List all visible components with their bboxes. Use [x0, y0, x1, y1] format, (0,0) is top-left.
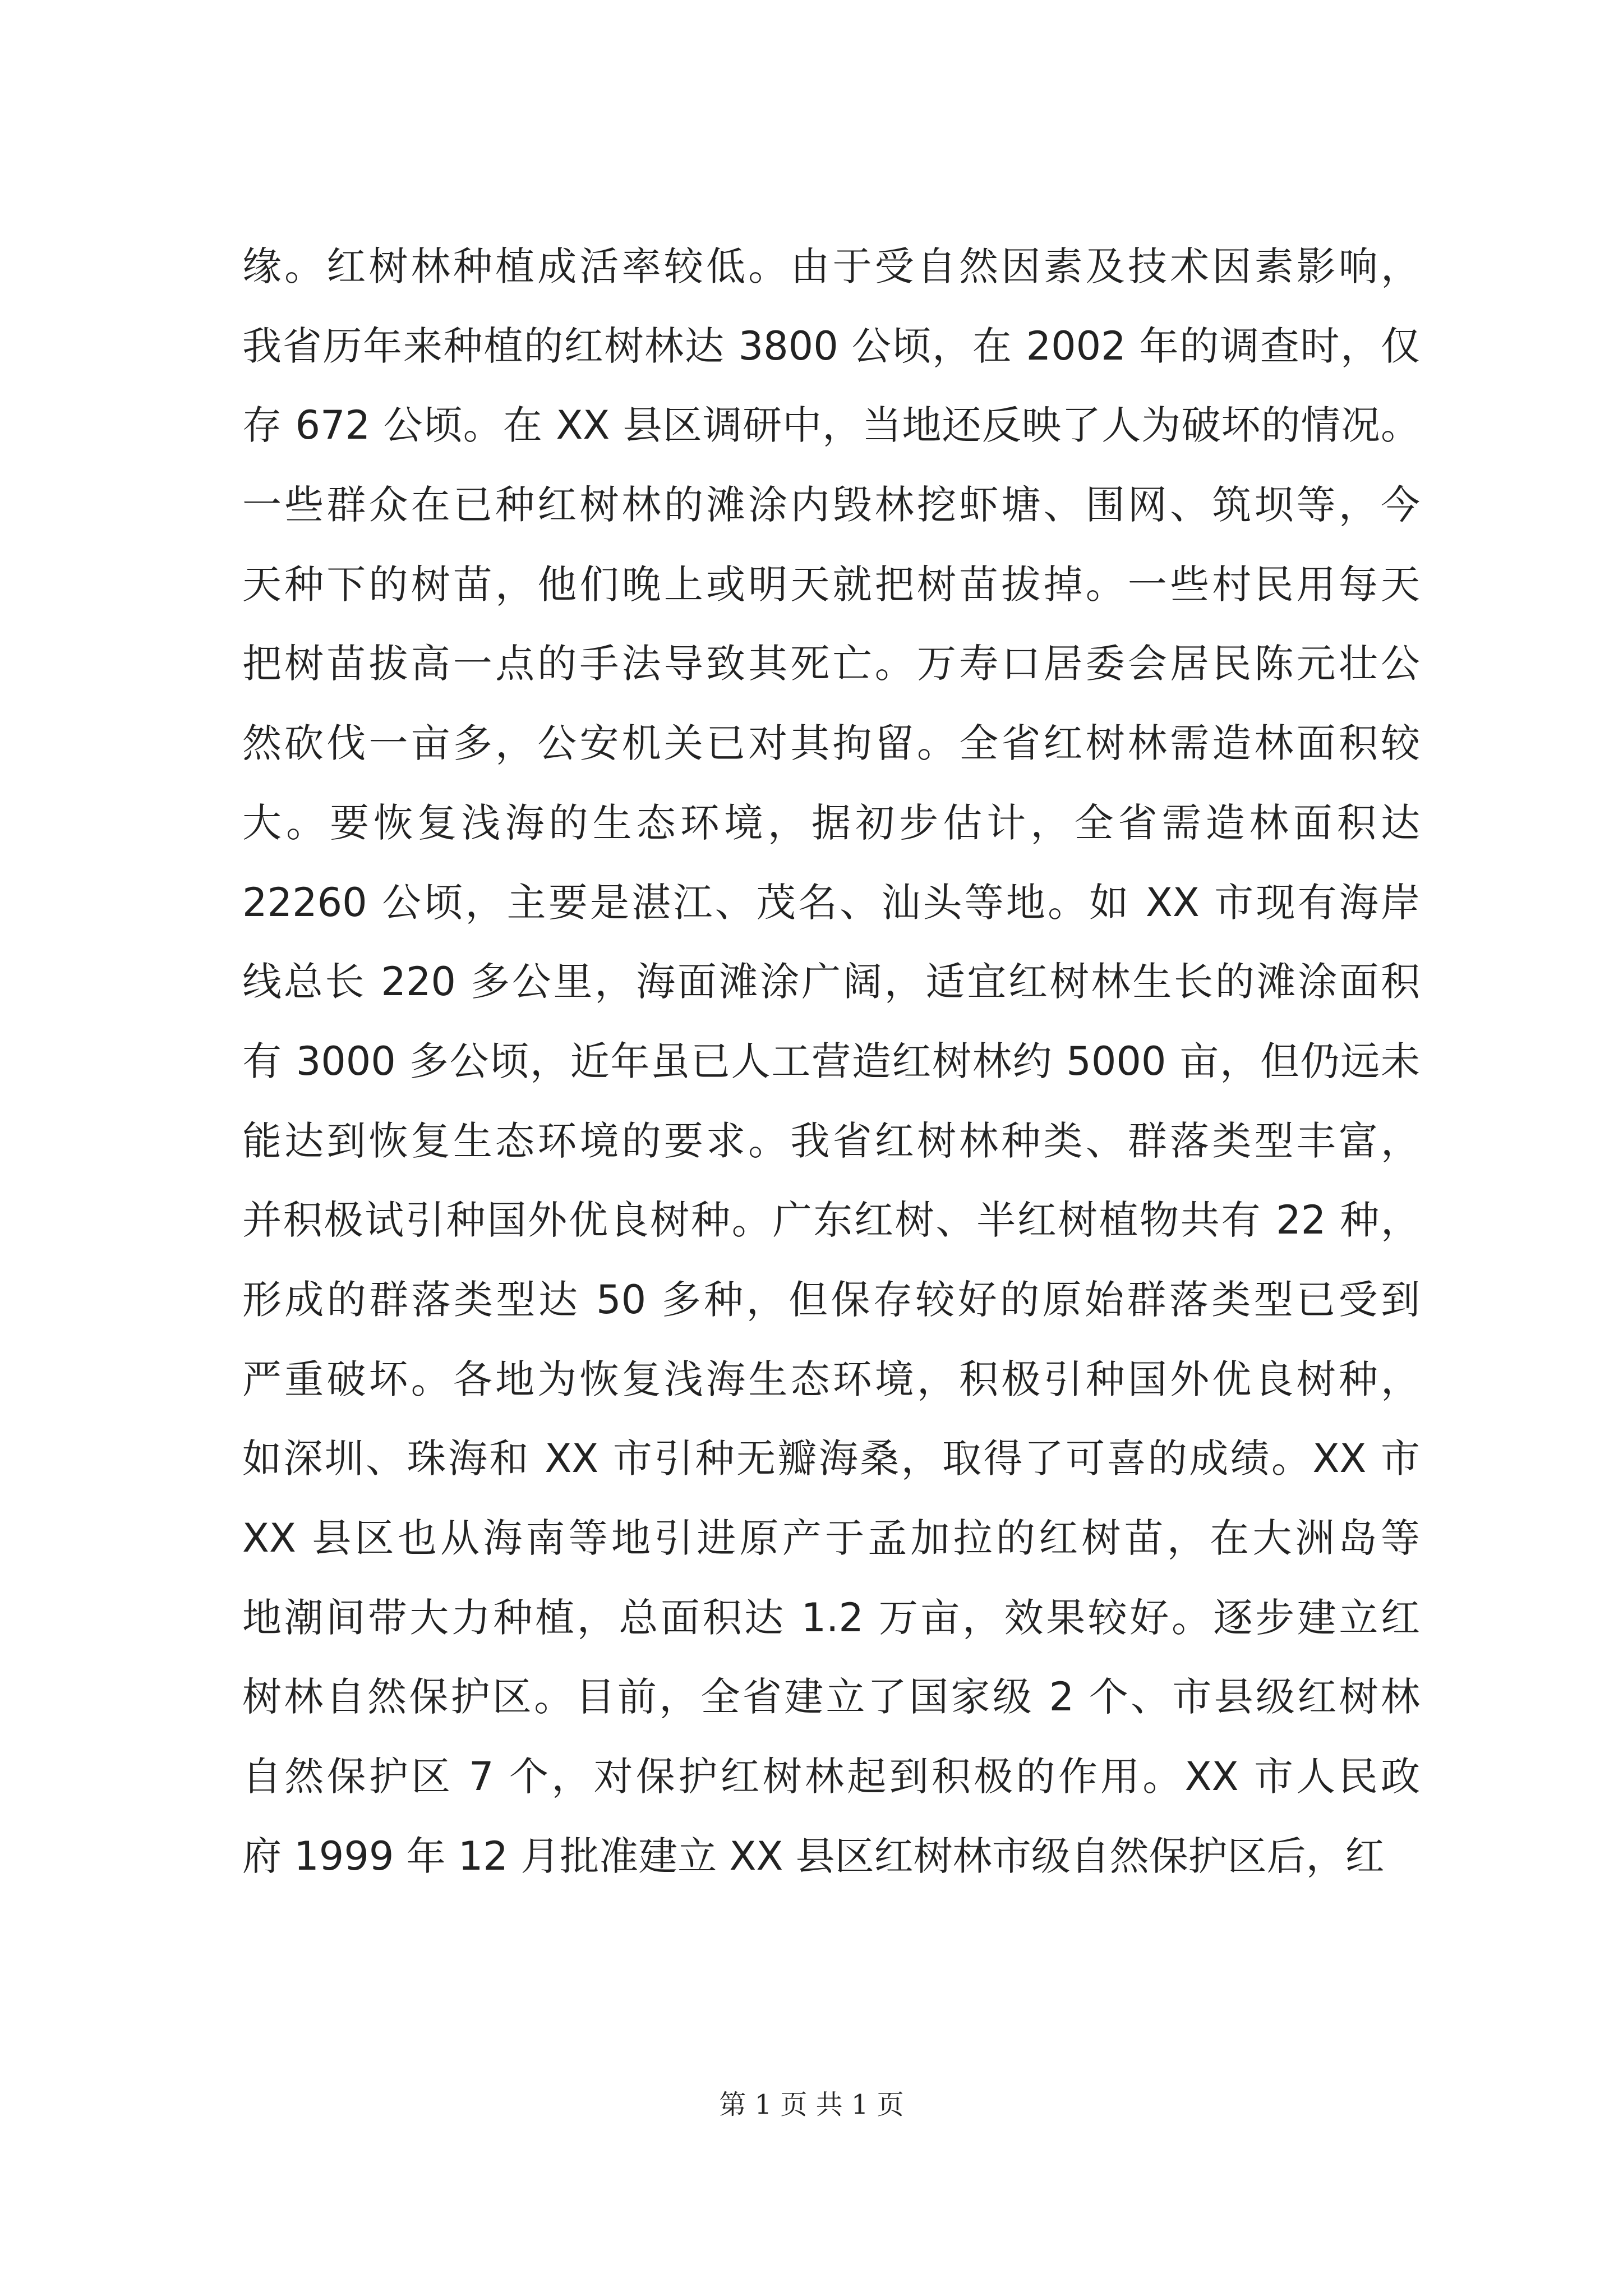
- text-line: 能达到恢复生态环境的要求。我省红树林种类、群落类型丰富，: [242, 1117, 1420, 1164]
- text-line: 把树苗拔高一点的手法导致其死亡。万寿口居委会居民陈元壮公: [242, 641, 1420, 687]
- page-number-footer: 第 1 页 共 1 页: [719, 2089, 904, 2120]
- text-line: 线总长 220 多公里，海面滩涂广阔，适宜红树林生长的滩涂面积: [242, 959, 1420, 1005]
- text-line: 天种下的树苗，他们晚上或明天就把树苗拔掉。一些村民用每天: [242, 561, 1420, 608]
- text-line: 一些群众在已种红树林的滩涂内毁林挖虾塘、围网、筑坝等，今: [242, 482, 1420, 528]
- text-line: 树林自然保护区。目前，全省建立了国家级 2 个、市县级红树林: [242, 1674, 1420, 1720]
- text-line: 地潮间带大力种植，总面积达 1.2 万亩，效果较好。逐步建立红: [242, 1594, 1420, 1641]
- text-line: 存 672 公顷。在 XX 县区调研中，当地还反映了人为破坏的情况。: [242, 402, 1420, 449]
- text-line: 严重破坏。各地为恢复浅海生态环境，积极引种国外优良树种，: [242, 1356, 1420, 1402]
- text-line: 缘。红树林种植成活率较低。由于受自然因素及技术因素影响，: [242, 243, 1420, 289]
- text-line: XX 县区也从海南等地引进原产于孟加拉的红树苗，在大洲岛等: [242, 1515, 1420, 1561]
- text-line: 我省历年来种植的红树林达 3800 公顷，在 2002 年的调查时，仅: [242, 323, 1420, 369]
- text-line: 22260 公顷，主要是湛江、茂名、汕头等地。如 XX 市现有海岸: [242, 879, 1420, 926]
- text-line: 然砍伐一亩多，公安机关已对其拘留。全省红树林需造林面积较: [242, 720, 1420, 767]
- text-line: 自然保护区 7 个，对保护红树林起到积极的作用。XX 市人民政: [242, 1754, 1420, 1800]
- text-line: 有 3000 多公顷，近年虽已人工营造红树林约 5000 亩，但仍远未: [242, 1038, 1420, 1084]
- text-line: 大。要恢复浅海的生态环境，据初步估计，全省需造林面积达: [242, 799, 1420, 846]
- text-line: 并积极试引种国外优良树种。广东红树、半红树植物共有 22 种，: [242, 1197, 1420, 1244]
- text-line: 如深圳、珠海和 XX 市引种无瓣海桑，取得了可喜的成绩。XX 市: [242, 1435, 1420, 1482]
- text-line: 府 1999 年 12 月批准建立 XX 县区红树林市级自然保护区后，红: [242, 1833, 1385, 1879]
- text-line: 形成的群落类型达 50 多种，但保存较好的原始群落类型已受到: [242, 1276, 1420, 1323]
- body-text: [242, 227, 1420, 1896]
